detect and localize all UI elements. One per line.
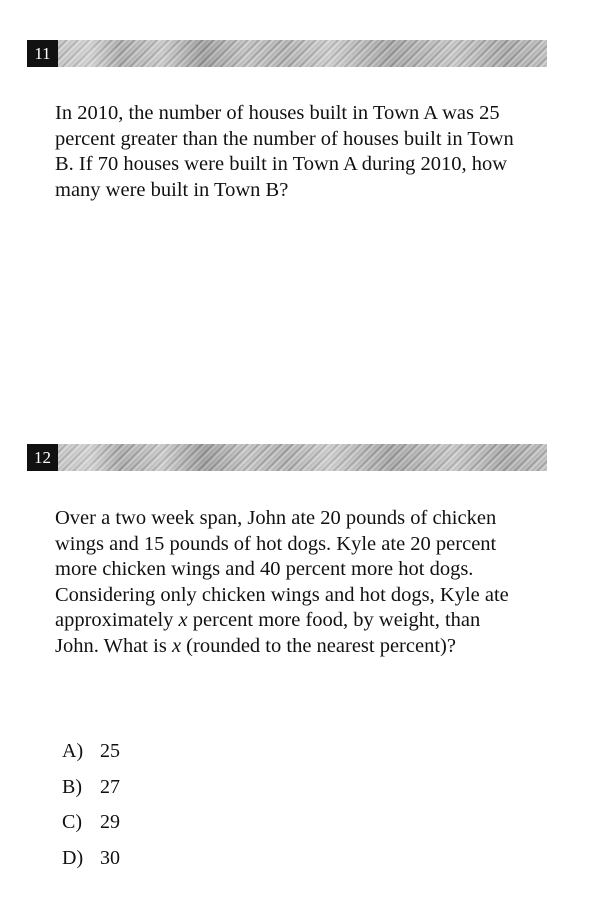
- choice-value: 29: [100, 811, 120, 833]
- answer-choice-c[interactable]: [62, 805, 120, 841]
- choice-letter: A): [62, 740, 84, 762]
- answer-choice-a[interactable]: [62, 734, 120, 770]
- question-12-text-part: Over a two week span, John ate 20 pounds of chicken wings and 15 pounds of hot dogs. Kyle ate 20 percent more chicken wings and 40 percent more hot dogs. Considering only chicken wings and hot dogs, Kyle ate approximately: [55, 507, 509, 631]
- variable-x: x: [171, 634, 182, 657]
- question-number-badge: 11: [27, 40, 58, 67]
- variable-x: x: [178, 609, 188, 631]
- choice-value: 25: [100, 740, 120, 762]
- choice-letter: C): [62, 811, 82, 833]
- question-12-text-part: (rounded to the nearest percent)?: [181, 634, 456, 657]
- choice-value: 30: [100, 846, 120, 869]
- question-number-badge: 12: [27, 444, 58, 471]
- choice-letter: D): [62, 846, 84, 869]
- question-12-text: [55, 506, 525, 659]
- question-12-header-bar: [27, 444, 547, 471]
- question-11-header-bar: [27, 40, 547, 67]
- answer-choice-d[interactable]: [62, 841, 120, 877]
- answer-choices-list: [62, 734, 120, 876]
- choice-letter: B): [62, 775, 82, 798]
- question-12-text-part: percent more food, by weight, than John. What is: [55, 609, 481, 657]
- question-11-text: In 2010, the number of houses built in Town A was 25 percent greater than the number of houses built in Town B. If 70 houses were built in Town A during 2010, how many were built in Town B?: [55, 102, 514, 201]
- answer-choice-b[interactable]: [62, 770, 120, 806]
- choice-value: 27: [100, 775, 120, 798]
